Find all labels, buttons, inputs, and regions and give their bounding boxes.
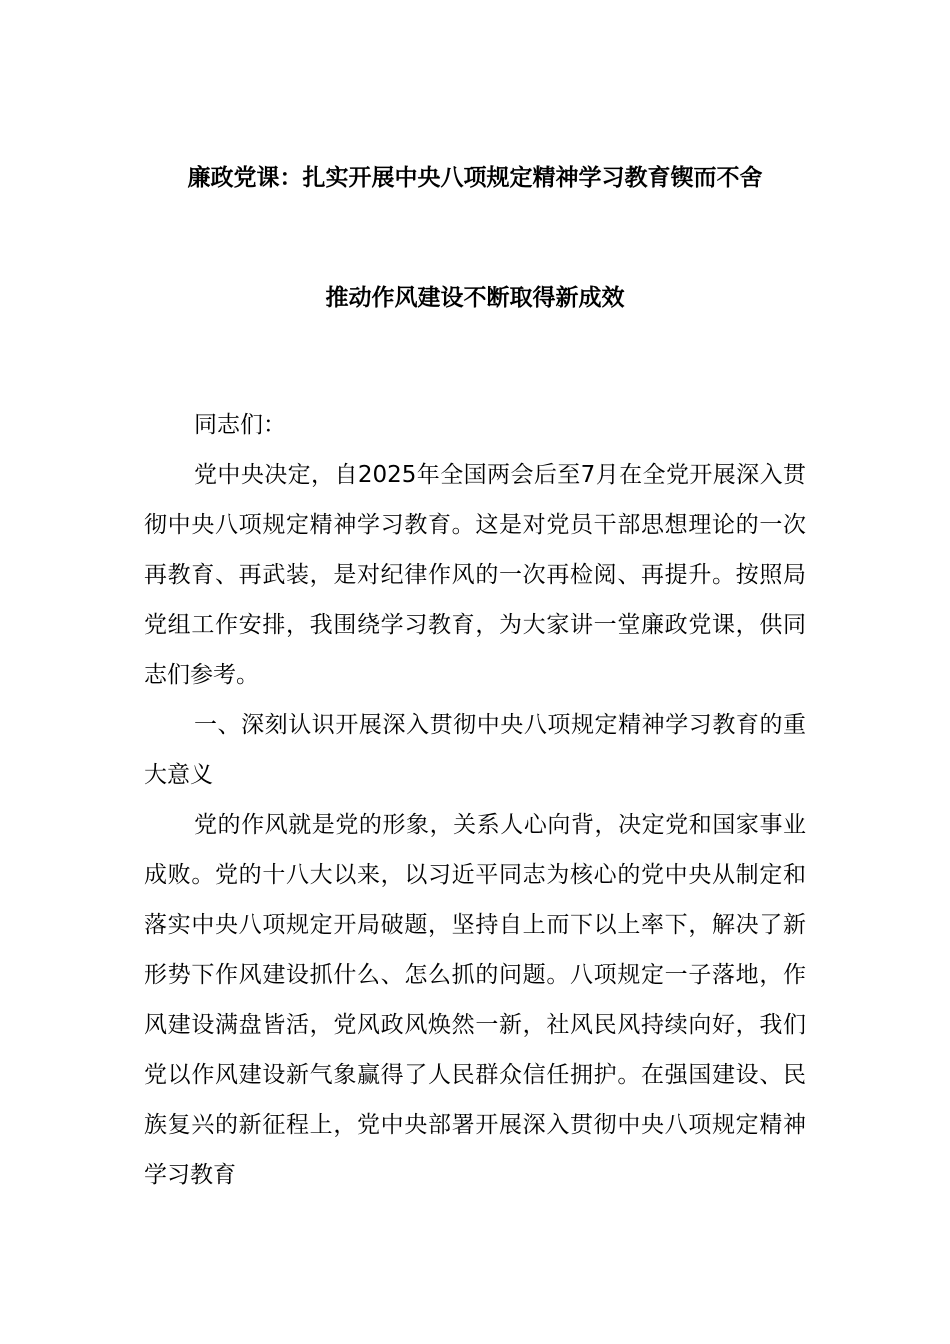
document-title-line-1: 廉政党课：扎实开展中央八项规定精神学习教育锲而不舍 [187, 165, 763, 191]
salutation: 同志们： [194, 412, 286, 438]
section-heading-1: 一、深刻认识开展深入贯彻中央八项规定精神学习教育的重大意义 [144, 712, 806, 788]
body-paragraph: 党的作风就是党的形象，关系人心向背，决定党和国家事业成败。党的十八大以来，以习近平同志为核心的党中央从制定和落实中央八项规定开局破题，坚持自上而下以上率下，解决了新形势下作风建设抓什么、怎么抓的问题。八项规定一子落地，作风建设满盘皆活，党风政风焕然一新，社风民风持续向好，我们党以作风建设新气象赢得了人民群众信任拥护。在强国建设、民族复兴的新征程上，党中央部署开展深入贯彻中央八项规定精神学习教育 [144, 812, 806, 1188]
document-body [144, 400, 806, 1200]
intro-paragraph: 党中央决定，自2025年全国两会后至7月在全党开展深入贯彻中央八项规定精神学习教育。这是对党员干部思想理论的一次再教育、再武装，是对纪律作风的一次再检阅、再提升。按照局党组工作安排，我围绕学习教育，为大家讲一堂廉政党课，供同志们参考。 [144, 462, 806, 688]
document-title-line-2: 推动作风建设不断取得新成效 [325, 285, 625, 311]
